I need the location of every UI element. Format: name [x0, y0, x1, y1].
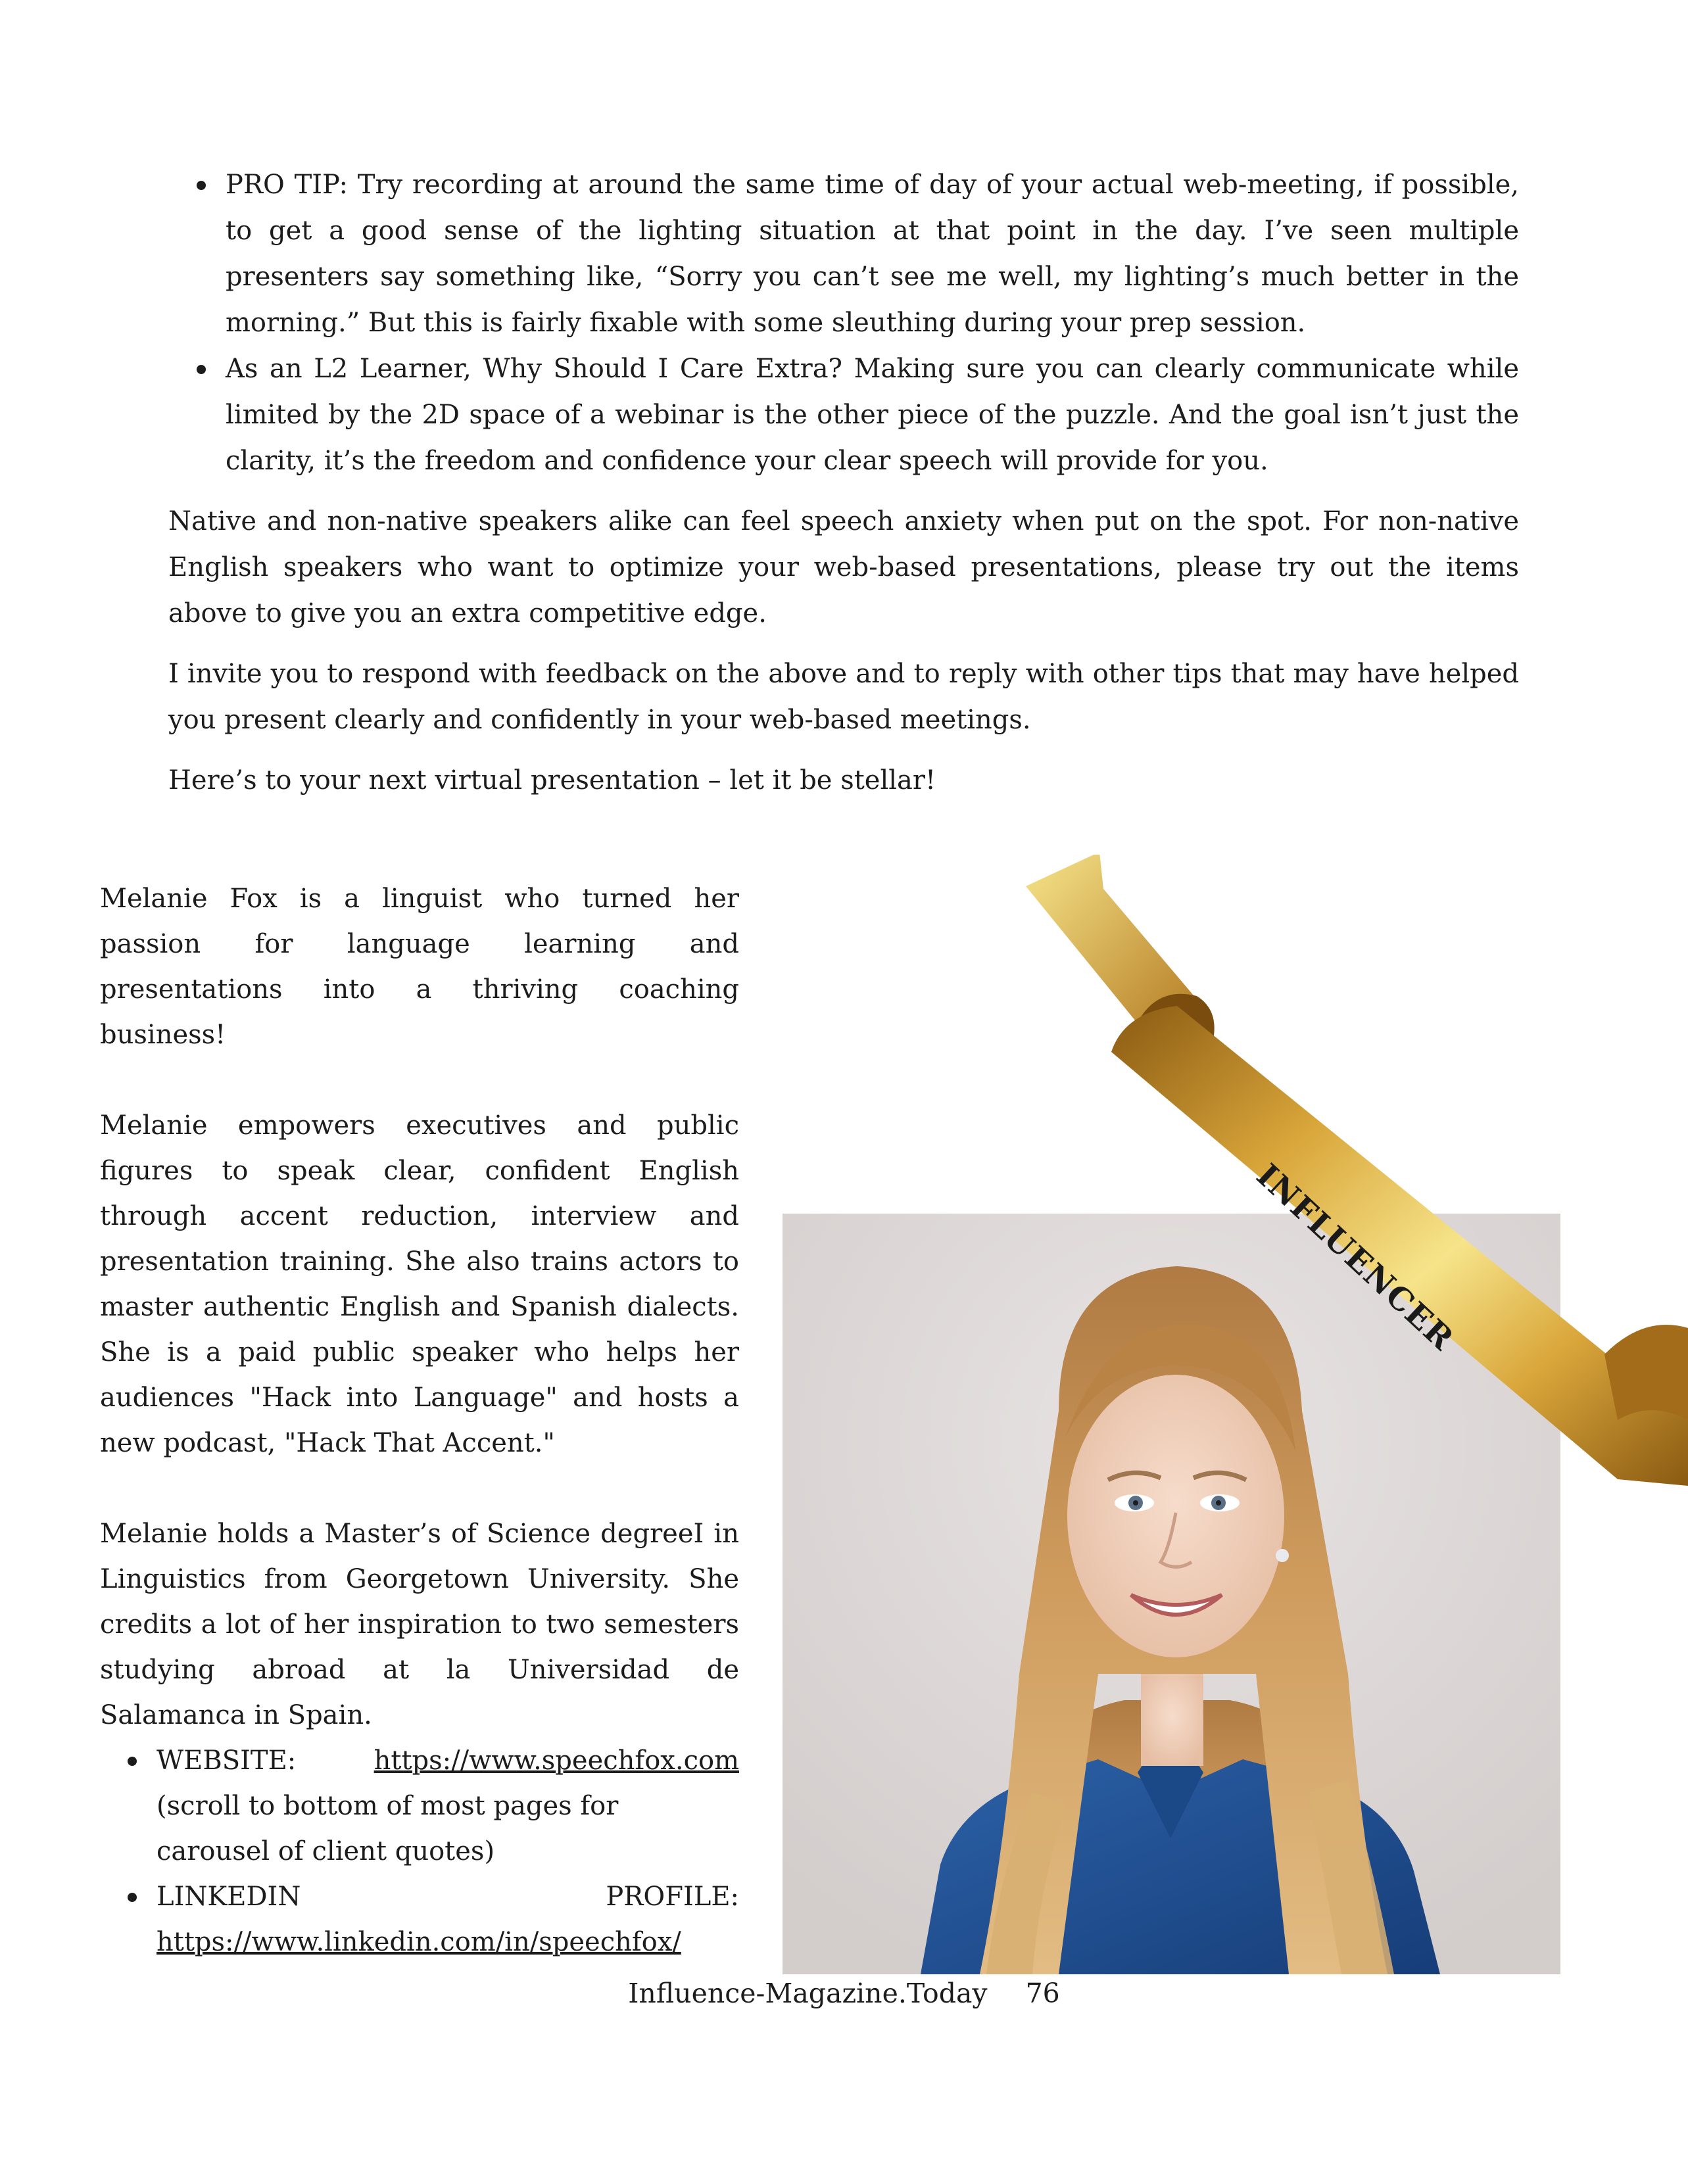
paragraph-closing: Here’s to your next virtual presentation – let it be stellar! [168, 765, 936, 795]
linkedin-label: LINKEDIN [157, 1882, 301, 1912]
bio-links-list [100, 1738, 739, 1965]
paragraph-speech-anxiety: Native and non-native speakers alike can feel speech anxiety when put on the spot. For non-native English speakers who want to optimize your web-based presentations, please try out the items above to give you an extra competitive edge. [168, 506, 1519, 629]
bio-link-item-website [157, 1738, 739, 1874]
footer-site: Influence-Magazine.Today [628, 1978, 988, 2009]
website-note: (scroll to bottom of most pages for carousel of client quotes) [157, 1791, 619, 1866]
article-continuation [168, 162, 1519, 803]
influencer-ribbon [1026, 855, 1688, 1486]
website-link[interactable]: https://www.speechfox.com [374, 1745, 739, 1776]
tips-list [168, 162, 1519, 484]
linkedin-line [157, 1874, 739, 1920]
bio-education: Melanie holds a Master’s of Science degreeI in Linguistics from Georgetown University. She credits a lot of her inspiration to two semesters studying abroad at la Universidad de Salamanca in Spain. [100, 1519, 739, 1730]
tip-item-pro-tip: PRO TIP: Try recording at around the same time of day of your actual web-meeting, if possible, to get a good sense of the lighting situation at that point in the day. I’ve seen multiple presenters say something like, “Sorry you can’t see me well, my lighting’s much better in the morning.” But this is fairly fixable with some sleuthing during your prep session. [226, 162, 1519, 346]
page-footer [0, 1974, 1688, 2013]
bio-intro: Melanie Fox is a linguist who turned her passion for language learning and presentations into a thriving coaching business! [100, 884, 739, 1050]
page-number: 76 [1025, 1978, 1060, 2009]
linkedin-label-profile: PROFILE: [606, 1882, 739, 1912]
website-label: WEBSITE: [157, 1745, 297, 1776]
author-bio [100, 876, 739, 1965]
website-line [157, 1738, 739, 1784]
paragraph-invite-feedback: I invite you to respond with feedback on the above and to reply with other tips that may have helped you present clearly and confidently in your web-based meetings. [168, 659, 1519, 735]
bio-link-item-linkedin [157, 1874, 739, 1965]
ribbon-curl-bottom [1604, 1325, 1688, 1420]
bio-services: Melanie empowers executives and public figures to speak clear, confident English through accent reduction, interview and presentation training. She also trains actors to master authentic English and Spanish dialects. She is a paid public speaker who helps her audiences "Hack into Language" and hosts a new podcast, "Hack That Accent." [100, 1110, 739, 1458]
ribbon-band [1111, 1006, 1688, 1486]
linkedin-link[interactable]: https://www.linkedin.com/in/speechfox/ [157, 1927, 681, 1957]
ribbon-label: INFLUENCER [1249, 1156, 1462, 1358]
tip-item-l2-learner: As an L2 Learner, Why Should I Care Extra? Making sure you can clearly communicate while limited by the 2D space of a webinar is the other piece of the puzzle. And the goal isn’t just the clarity, it’s the freedom and confidence your clear speech will provide for you. [226, 346, 1519, 484]
